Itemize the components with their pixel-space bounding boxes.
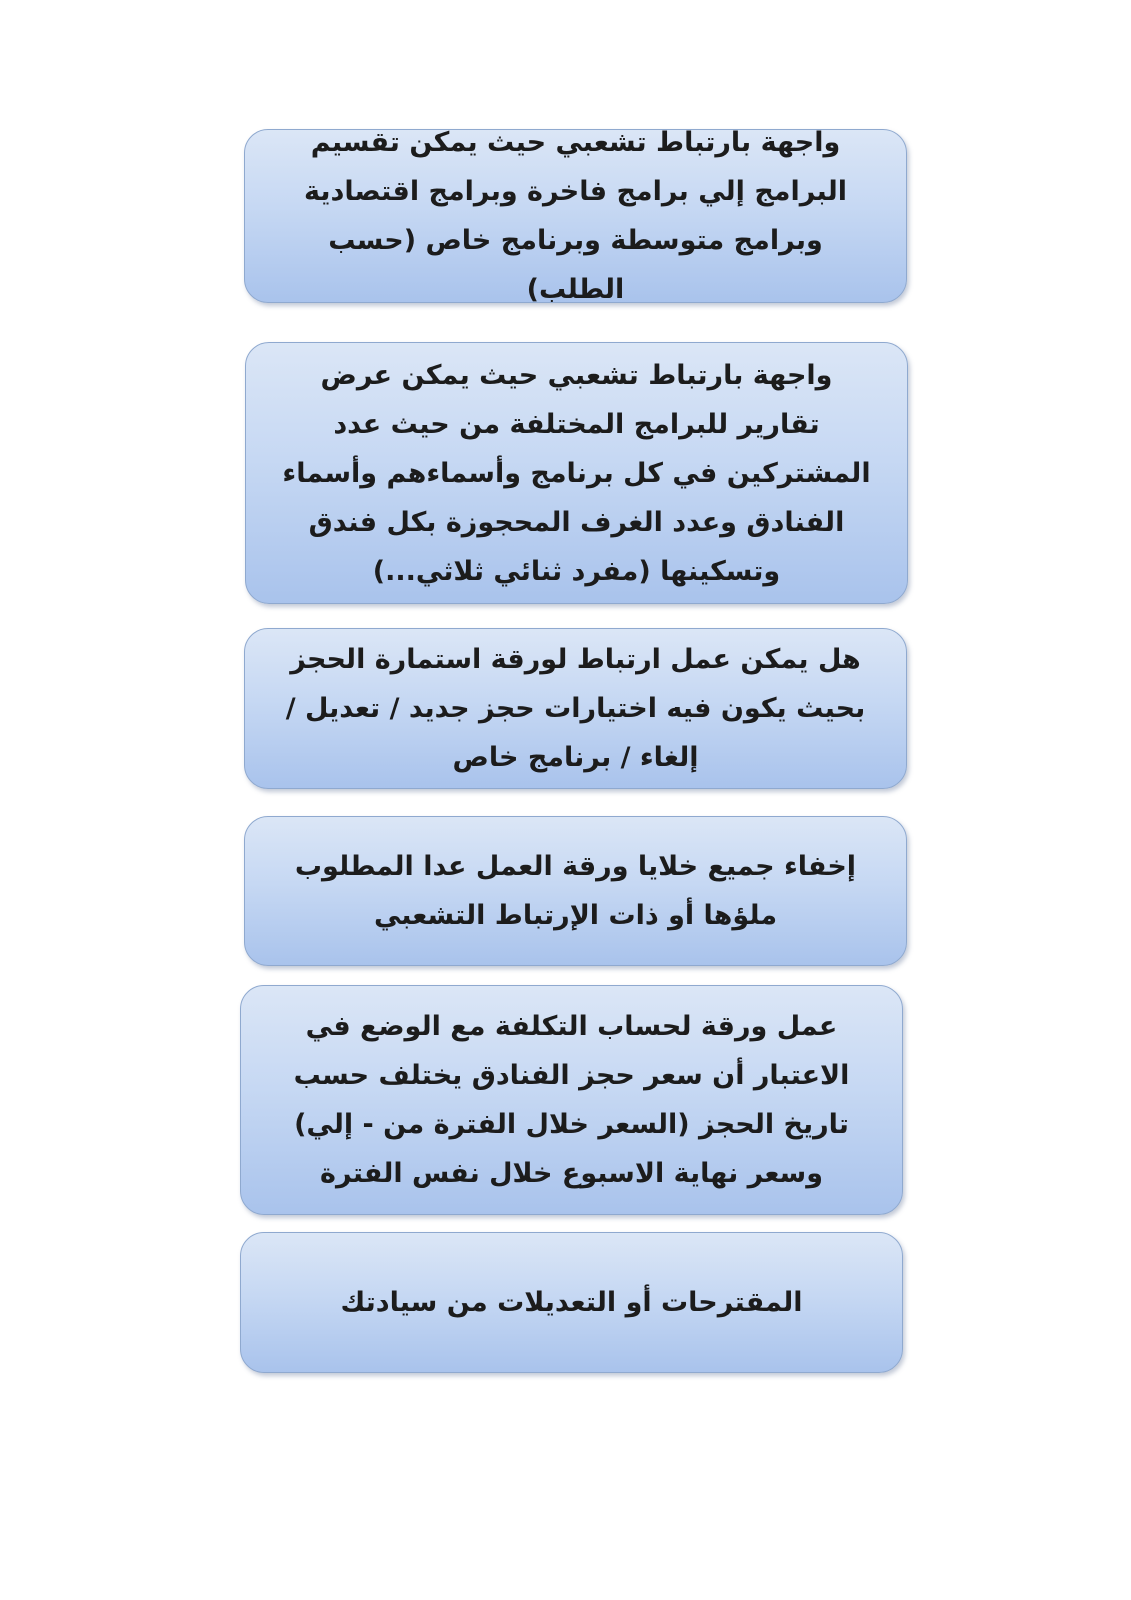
box-grouping-interface-text: واجهة بارتباط تشعبي حيث يمكن تقسيم البرامج إلي برامج فاخرة وبرامج اقتصادية وبرامج متوسطة وبرنامج خاص (حسب الطلب) bbox=[304, 127, 847, 305]
box-booking-form-link bbox=[244, 628, 907, 789]
box-reports-interface bbox=[245, 342, 908, 604]
box-grouping-interface bbox=[244, 129, 907, 303]
box-booking-form-link-text: هل يمكن عمل ارتباط لورقة استمارة الحجز بحيث يكون فيه اختيارات حجز جديد / تعديل / إلغاء / برنامج خاص bbox=[285, 644, 866, 773]
box-hide-cells bbox=[244, 816, 907, 966]
box-cost-sheet-text: عمل ورقة لحساب التكلفة مع الوضع في الاعتبار أن سعر حجز الفنادق يختلف حسب تاريخ الحجز (السعر خلال الفترة من - إلي) وسعر نهاية الاسبوع خلال نفس الفترة bbox=[293, 1011, 850, 1189]
box-cost-sheet bbox=[240, 985, 903, 1215]
box-hide-cells-text: إخفاء جميع خلايا ورقة العمل عدا المطلوب ملؤها أو ذات الإرتباط التشعبي bbox=[294, 851, 857, 931]
box-reports-interface-text: واجهة بارتباط تشعبي حيث يمكن عرض تقارير للبرامج المختلفة من حيث عدد المشتركين في كل برنامج وأسماءهم وأسماء الفنادق وعدد الغرف المحجوزة بكل فندق وتسكينها (مفرد ثنائي ثلاثي...) bbox=[282, 359, 871, 587]
box-suggestions-text: المقترحات أو التعديلات من سيادتك bbox=[340, 1287, 803, 1318]
box-suggestions bbox=[240, 1232, 903, 1373]
